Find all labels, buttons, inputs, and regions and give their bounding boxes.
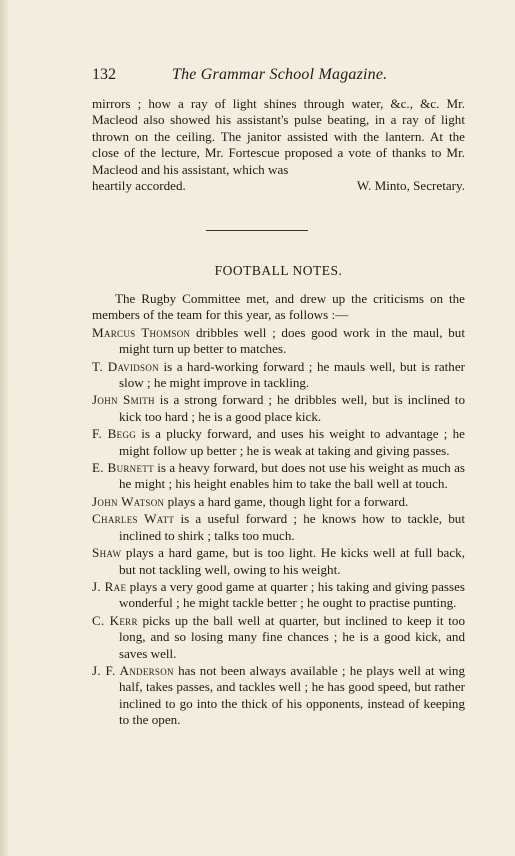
page-spine-shadow (0, 0, 8, 856)
player-critique (92, 613, 465, 662)
player-critique-text: plays a very good game at quarter ; his taking and giving passes wonderful ; he might tackle better ; he ought to practise punting. (119, 578, 465, 611)
player-critique-text: picks up the ball well at quarter, but inclined to keep it too long, and so losing many fine chances ; he is a good kick, and saves well. (119, 612, 465, 661)
player-critique (92, 359, 465, 392)
page-number: 132 (92, 66, 116, 83)
player-critique-text: plays a hard game, but is too light. He kicks well at full back, but not tackling well, owing to his weight. (119, 545, 465, 577)
lecture-report-continuation (92, 96, 465, 194)
player-name: John Smith (92, 392, 155, 408)
player-critique (92, 460, 465, 493)
player-critique-text: has not been always available ; he plays well at wing half, takes passes, and tackles well ; he has good speed, but rather inclined to go into the thick of his opponents, instead of keeping to the open. (119, 662, 465, 728)
secretary-signature: W. Minto, Secretary. (356, 178, 465, 194)
player-name: F. Begg (92, 426, 137, 442)
player-critique-text: is a heavy forward, but does not use his weight as much as he might ; his height enables him to take the ball well at touch. (119, 460, 465, 492)
player-name: Shaw (92, 545, 122, 561)
player-name: J. Rae (92, 578, 127, 594)
player-name: E. Burnett (92, 460, 154, 476)
player-critique-text: is a useful forward ; he knows how to tackle, but inclined to shirk ; talks too much. (119, 511, 465, 543)
player-critique-text: is a plucky forward, and uses his weight to advantage ; he might follow up better ; he is weak at taking and giving passes. (119, 426, 465, 458)
player-name: John Watson (92, 493, 165, 509)
running-header (92, 62, 422, 88)
player-name: Charles Watt (92, 511, 175, 527)
player-name: C. Kerr (92, 612, 138, 628)
football-notes-title: FOOTBALL NOTES. (214, 263, 343, 278)
player-name: T. Davidson (92, 358, 159, 374)
player-critique (92, 325, 465, 358)
running-title: The Grammar School Magazine. (172, 66, 388, 83)
lecture-report-text: mirrors ; how a ray of light shines through water, &c., &c. Mr. Macleod also showed his assistant's pulse beating, in a ray of light thrown on the ceiling. The janitor assisted with the lantern. At the close of the lecture, Mr. Fortescue proposed a vote of thanks to Mr. Macleod and his assistant, which was (92, 96, 465, 177)
player-critique (92, 545, 465, 578)
player-critique (92, 511, 465, 544)
player-critique-text: is a hard-working forward ; he mauls well, but is rather slow ; he might improve in tackling. (119, 358, 465, 391)
player-critique (92, 392, 465, 425)
player-critique-text: plays a hard game, though light for a forward. (164, 493, 409, 509)
player-name: Marcus Thomson (92, 324, 191, 340)
player-name: J. F. Anderson (92, 662, 174, 678)
football-notes-intro: The Rugby Committee met, and drew up the criticisms on the members of the team for this year, as follows :— (92, 291, 465, 323)
player-critique (92, 579, 465, 612)
lecture-report-final-text: heartily accorded. (92, 178, 186, 194)
player-critique (92, 426, 465, 459)
player-critique-text: dribbles well ; does good work in the maul, but might turn up better to matches. (119, 324, 465, 357)
football-notes-body (92, 291, 465, 730)
player-critique-text: is a strong forward ; he dribbles well, but is inclined to kick too hard ; he is a good place kick. (119, 392, 465, 424)
section-divider (206, 230, 308, 231)
player-critique (92, 494, 465, 510)
lecture-report-closing-line (92, 178, 465, 194)
player-critique (92, 663, 465, 729)
